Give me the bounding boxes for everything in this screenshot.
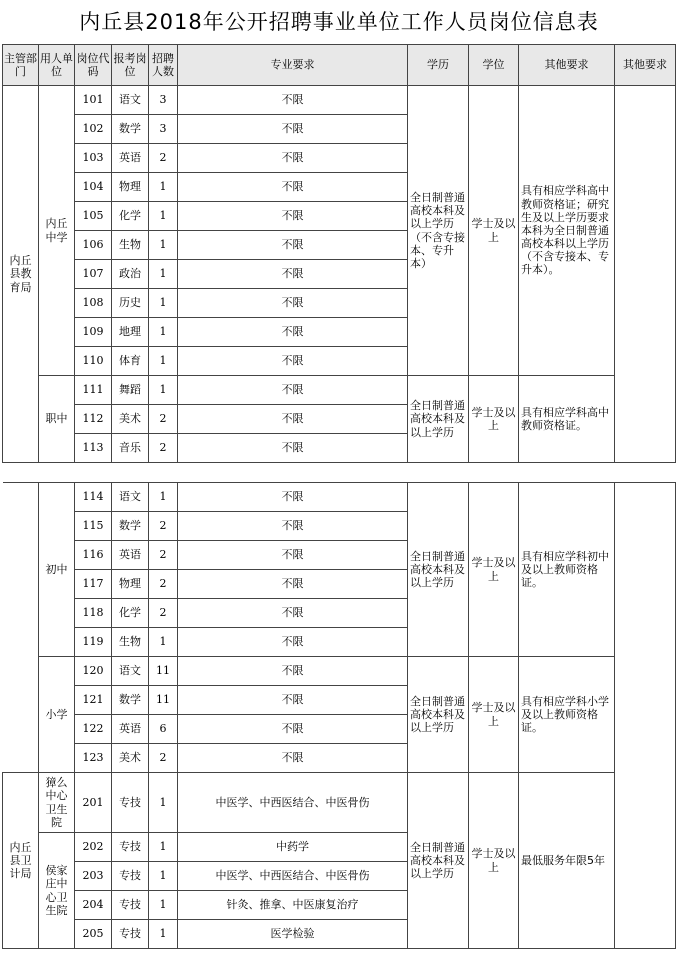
cell-code: 115 [75, 512, 112, 541]
dept-blank [3, 483, 39, 773]
cell-post: 数学 [112, 686, 149, 715]
cell-major: 中药学 [178, 833, 408, 862]
table-row [3, 657, 676, 686]
cell-major: 不限 [178, 483, 408, 512]
cell-code: 111 [75, 376, 112, 405]
cell-edu: 全日制普通高校本科及以上学历 [408, 773, 469, 949]
unit-primary: 小学 [39, 657, 75, 773]
unit-vocational: 职中 [39, 376, 75, 463]
table-header-row [3, 45, 676, 86]
dept-education: 内丘县教育局 [3, 86, 39, 463]
header-edu: 学历 [408, 45, 469, 86]
cell-code: 110 [75, 347, 112, 376]
cell-post: 英语 [112, 541, 149, 570]
cell-other: 具有相应学科高中教师资格证。 [519, 376, 615, 463]
cell-post: 音乐 [112, 434, 149, 463]
cell-count: 1 [149, 833, 178, 862]
dept-health: 内丘县卫计局 [3, 773, 39, 949]
cell-code: 201 [75, 773, 112, 833]
cell-code: 122 [75, 715, 112, 744]
cell-degree: 学士及以上 [469, 376, 519, 463]
cell-count: 2 [149, 512, 178, 541]
header-dept: 主管部门 [3, 45, 39, 86]
cell-major: 不限 [178, 289, 408, 318]
unit-neiqiu-middle: 内丘中学 [39, 86, 75, 376]
cell-post: 物理 [112, 173, 149, 202]
cell-count: 1 [149, 862, 178, 891]
cell-major: 不限 [178, 115, 408, 144]
cell-major: 不限 [178, 570, 408, 599]
cell-code: 119 [75, 628, 112, 657]
cell-code: 203 [75, 862, 112, 891]
cell-code: 116 [75, 541, 112, 570]
header-count: 招聘人数 [149, 45, 178, 86]
cell-count: 3 [149, 86, 178, 115]
header-other2: 其他要求 [615, 45, 676, 86]
cell-other: 最低服务年限5年 [519, 773, 615, 949]
cell-count: 2 [149, 599, 178, 628]
cell-post: 英语 [112, 715, 149, 744]
cell-count: 1 [149, 628, 178, 657]
table-row [3, 376, 676, 405]
cell-count: 1 [149, 260, 178, 289]
cell-post: 数学 [112, 512, 149, 541]
cell-post: 专技 [112, 773, 149, 833]
cell-code: 120 [75, 657, 112, 686]
cell-major: 不限 [178, 231, 408, 260]
cell-major: 不限 [178, 628, 408, 657]
cell-code: 117 [75, 570, 112, 599]
cell-major: 不限 [178, 686, 408, 715]
unit-zhangmo-hospital: 獐么中心卫生院 [39, 773, 75, 833]
cell-other: 具有相应学科高中教师资格证；研究生及以上学历要求本科为全日制普通高校本科以上学历（不含专接本、专升本）。 [519, 86, 615, 376]
cell-count: 1 [149, 173, 178, 202]
cell-major: 不限 [178, 541, 408, 570]
cell-code: 205 [75, 920, 112, 949]
cell-major: 针灸、推拿、中医康复治疗 [178, 891, 408, 920]
cell-degree: 学士及以上 [469, 657, 519, 773]
cell-code: 123 [75, 744, 112, 773]
cell-degree: 学士及以上 [469, 483, 519, 657]
cell-code: 103 [75, 144, 112, 173]
cell-code: 121 [75, 686, 112, 715]
cell-major: 不限 [178, 347, 408, 376]
page-title: 内丘县2018年公开招聘事业单位工作人员岗位信息表 [79, 10, 599, 34]
cell-post: 物理 [112, 570, 149, 599]
header-post: 报考岗位 [112, 45, 149, 86]
cell-count: 2 [149, 744, 178, 773]
cell-major: 中医学、中西医结合、中医骨伤 [178, 862, 408, 891]
cell-count: 1 [149, 318, 178, 347]
cell-count: 1 [149, 347, 178, 376]
cell-count: 1 [149, 483, 178, 512]
cell-post: 语文 [112, 657, 149, 686]
cell-post: 政治 [112, 260, 149, 289]
header-other: 其他要求 [519, 45, 615, 86]
cell-count: 3 [149, 115, 178, 144]
cell-major: 不限 [178, 657, 408, 686]
positions-table-top [2, 44, 676, 463]
cell-post: 化学 [112, 202, 149, 231]
header-major: 专业要求 [178, 45, 408, 86]
cell-edu: 全日制普通高校本科及以上学历 [408, 483, 469, 657]
cell-post: 数学 [112, 115, 149, 144]
cell-post: 化学 [112, 599, 149, 628]
cell-major: 不限 [178, 260, 408, 289]
table-row [3, 773, 676, 833]
cell-code: 113 [75, 434, 112, 463]
cell-post: 语文 [112, 483, 149, 512]
cell-count: 1 [149, 891, 178, 920]
cell-other: 具有相应学科小学及以上教师资格证。 [519, 657, 615, 773]
table-row [3, 483, 676, 512]
cell-code: 102 [75, 115, 112, 144]
cell-count: 1 [149, 920, 178, 949]
table-row [3, 86, 676, 115]
cell-post: 语文 [112, 86, 149, 115]
cell-post: 专技 [112, 891, 149, 920]
cell-count: 11 [149, 686, 178, 715]
cell-post: 专技 [112, 833, 149, 862]
cell-post: 生物 [112, 628, 149, 657]
cell-code: 106 [75, 231, 112, 260]
cell-code: 114 [75, 483, 112, 512]
cell-count: 6 [149, 715, 178, 744]
cell-post: 历史 [112, 289, 149, 318]
cell-count: 2 [149, 541, 178, 570]
cell-major: 不限 [178, 86, 408, 115]
cell-edu: 全日制普通高校本科及以上学历 [408, 657, 469, 773]
cell-post: 地理 [112, 318, 149, 347]
cell-major: 中医学、中西医结合、中医骨伤 [178, 773, 408, 833]
cell-count: 1 [149, 231, 178, 260]
cell-major: 不限 [178, 434, 408, 463]
cell-major: 不限 [178, 512, 408, 541]
cell-count: 2 [149, 405, 178, 434]
cell-count: 1 [149, 202, 178, 231]
cell-post: 英语 [112, 144, 149, 173]
cell-major: 不限 [178, 376, 408, 405]
cell-major: 不限 [178, 405, 408, 434]
cell-post: 舞蹈 [112, 376, 149, 405]
cell-count: 1 [149, 289, 178, 318]
cell-major: 不限 [178, 202, 408, 231]
cell-edu: 全日制普通高校本科及以上学历 [408, 376, 469, 463]
cell-major: 不限 [178, 318, 408, 347]
cell-count: 11 [149, 657, 178, 686]
cell-major: 不限 [178, 599, 408, 628]
cell-count: 1 [149, 376, 178, 405]
cell-count: 1 [149, 773, 178, 833]
header-code: 岗位代码 [75, 45, 112, 86]
cell-post: 体育 [112, 347, 149, 376]
cell-count: 2 [149, 434, 178, 463]
cell-major: 不限 [178, 144, 408, 173]
cell-other: 具有相应学科初中及以上教师资格证。 [519, 483, 615, 657]
cell-major: 不限 [178, 715, 408, 744]
cell-other2 [615, 483, 676, 949]
cell-code: 104 [75, 173, 112, 202]
cell-code: 204 [75, 891, 112, 920]
cell-post: 美术 [112, 405, 149, 434]
cell-code: 105 [75, 202, 112, 231]
header-unit: 用人单位 [39, 45, 75, 86]
unit-houjiazhuang-hospital: 侯家庄中心卫生院 [39, 833, 75, 949]
cell-code: 109 [75, 318, 112, 347]
cell-count: 2 [149, 570, 178, 599]
cell-code: 108 [75, 289, 112, 318]
cell-code: 101 [75, 86, 112, 115]
cell-major: 不限 [178, 173, 408, 202]
cell-post: 专技 [112, 920, 149, 949]
cell-post: 美术 [112, 744, 149, 773]
positions-table-bottom [2, 482, 676, 949]
cell-code: 112 [75, 405, 112, 434]
cell-post: 专技 [112, 862, 149, 891]
cell-degree: 学士及以上 [469, 86, 519, 376]
header-degree: 学位 [469, 45, 519, 86]
cell-major: 医学检验 [178, 920, 408, 949]
unit-junior-high: 初中 [39, 483, 75, 657]
cell-other2 [615, 86, 676, 463]
cell-major: 不限 [178, 744, 408, 773]
cell-count: 2 [149, 144, 178, 173]
cell-code: 202 [75, 833, 112, 862]
cell-post: 生物 [112, 231, 149, 260]
cell-edu: 全日制普通高校本科及以上学历（不含专接本、专升本） [408, 86, 469, 376]
cell-degree: 学士及以上 [469, 773, 519, 949]
cell-code: 118 [75, 599, 112, 628]
cell-code: 107 [75, 260, 112, 289]
